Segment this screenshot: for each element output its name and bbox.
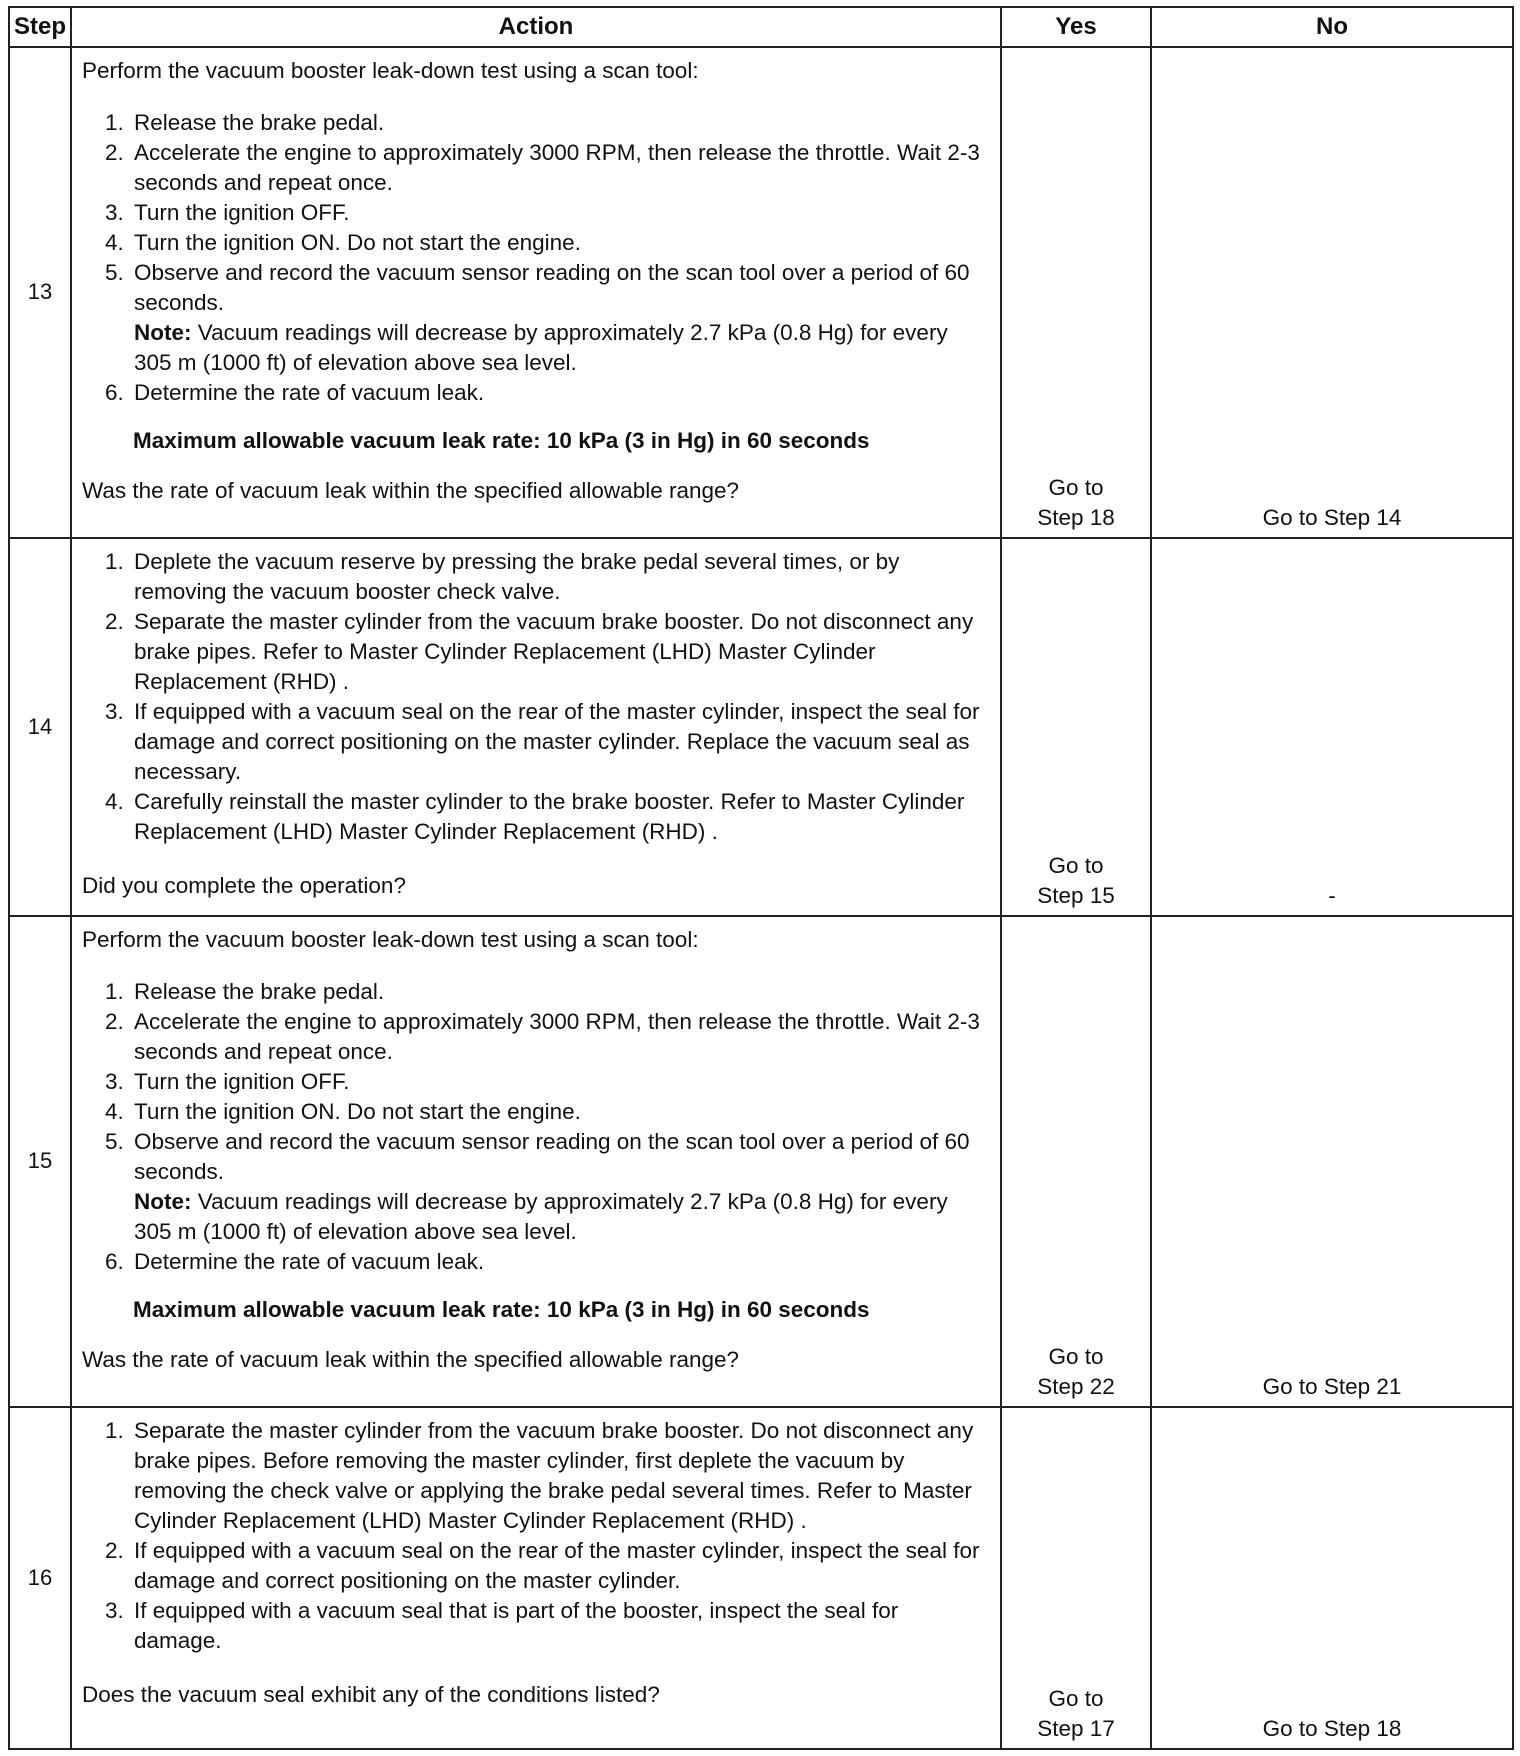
header-step: Step — [9, 7, 71, 47]
question-text: Did you complete the operation? — [82, 872, 406, 898]
list-item: 2. Separate the master cylinder from the vacuum brake booster. Do not disconnect any brake pipes. Refer to Master Cylinder Replacement (LHD) Master Cylinder Replacement (RHD) . — [130, 607, 990, 697]
step-number: 16 — [9, 1407, 71, 1749]
list-item — [130, 1127, 990, 1247]
no-cell: Go to Step 14 — [1151, 47, 1513, 538]
note — [134, 1187, 990, 1247]
list-item-text: 5. Observe and record the vacuum sensor reading on the scan tool over a period of 60 seconds. — [134, 260, 970, 315]
list-item: 4. Turn the ignition ON. Do not start the engine. — [130, 1097, 990, 1127]
action-intro: Perform the vacuum booster leak-down test using a scan tool: — [82, 927, 699, 952]
yes-cell — [1001, 538, 1151, 916]
action-steps — [82, 108, 990, 408]
list-item — [130, 258, 990, 378]
action-cell — [71, 538, 1001, 916]
list-item: 3. If equipped with a vacuum seal on the rear of the master cylinder, inspect the seal for damage and correct positioning on the master cylinder. Replace the vacuum seal as necessary. — [130, 697, 990, 787]
yes-text: Go to Step 17 — [1037, 1686, 1115, 1741]
header-yes: Yes — [1001, 7, 1151, 47]
list-item: 1. Release the brake pedal. — [130, 108, 990, 138]
list-item: 1. Separate the master cylinder from the vacuum brake booster. Do not disconnect any brake pipes. Before removing the master cylinder, first deplete the vacuum by removing the check valve or applying the brake pedal several times. Refer to Master Cylinder Replacement (LHD) Master Cylinder Replacement (RHD) . — [130, 1416, 990, 1536]
spec-text: Maximum allowable vacuum leak rate: 10 kPa (3 in Hg) in 60 seconds — [133, 1297, 870, 1322]
action-intro: Perform the vacuum booster leak-down test using a scan tool: — [82, 58, 699, 83]
action-steps — [82, 977, 990, 1277]
note — [134, 318, 990, 378]
header-row — [9, 7, 1513, 47]
question-text: Was the rate of vacuum leak within the specified allowable range? — [82, 478, 740, 503]
step-number: 15 — [9, 916, 71, 1407]
list-item: 2. Accelerate the engine to approximately 3000 RPM, then release the throttle. Wait 2-3 seconds and repeat once. — [130, 138, 990, 198]
action-cell — [71, 916, 1001, 1407]
question-text: Does the vacuum seal exhibit any of the conditions listed? — [82, 1681, 660, 1707]
yes-text: Go to Step 18 — [1037, 474, 1115, 530]
table-row — [9, 916, 1513, 1407]
note-label: Note: — [134, 1189, 192, 1214]
spec-text: Maximum allowable vacuum leak rate: 10 kPa (3 in Hg) in 60 seconds — [133, 428, 870, 453]
question-text: Was the rate of vacuum leak within the specified allowable range? — [82, 1347, 740, 1372]
list-item: 2. If equipped with a vacuum seal on the rear of the master cylinder, inspect the seal for damage and correct positioning on the master cylinder. — [130, 1536, 990, 1596]
note-text: Vacuum readings will decrease by approximately 2.7 kPa (0.8 Hg) for every 305 m (1000 ft) of elevation above sea level. — [134, 1189, 948, 1244]
diagnostic-table — [8, 6, 1514, 1750]
list-item-text: 5. Observe and record the vacuum sensor reading on the scan tool over a period of 60 seconds. — [134, 1129, 970, 1184]
action-steps — [82, 1416, 990, 1656]
list-item: 2. Accelerate the engine to approximately 3000 RPM, then release the throttle. Wait 2-3 seconds and repeat once. — [130, 1007, 990, 1067]
note-text: Vacuum readings will decrease by approximately 2.7 kPa (0.8 Hg) for every 305 m (1000 ft) of elevation above sea level. — [134, 320, 948, 375]
action-steps — [82, 547, 990, 847]
yes-text: Go to Step 15 — [1037, 853, 1115, 908]
action-cell — [71, 47, 1001, 538]
yes-cell — [1001, 47, 1151, 538]
action-cell — [71, 1407, 1001, 1749]
yes-cell — [1001, 916, 1151, 1407]
header-no: No — [1151, 7, 1513, 47]
list-item: 1. Release the brake pedal. — [130, 977, 990, 1007]
step-number: 13 — [9, 47, 71, 538]
header-action: Action — [71, 7, 1001, 47]
table-row — [9, 1407, 1513, 1749]
list-item: 6. Determine the rate of vacuum leak. — [130, 378, 990, 408]
list-item: 3. Turn the ignition OFF. — [130, 198, 990, 228]
table-row — [9, 47, 1513, 538]
yes-text: Go to Step 22 — [1037, 1343, 1115, 1399]
step-number: 14 — [9, 538, 71, 916]
list-item: 4. Turn the ignition ON. Do not start the engine. — [130, 228, 990, 258]
list-item: 6. Determine the rate of vacuum leak. — [130, 1247, 990, 1277]
list-item: 3. If equipped with a vacuum seal that is part of the booster, inspect the seal for damage. — [130, 1596, 990, 1656]
list-item: 1. Deplete the vacuum reserve by pressing the brake pedal several times, or by removing the vacuum booster check valve. — [130, 547, 990, 607]
table-row — [9, 538, 1513, 916]
list-item: 3. Turn the ignition OFF. — [130, 1067, 990, 1097]
no-cell: Go to Step 18 — [1151, 1407, 1513, 1749]
no-cell: Go to Step 21 — [1151, 916, 1513, 1407]
note-label: Note: — [134, 320, 192, 345]
list-item: 4. Carefully reinstall the master cylinder to the brake booster. Refer to Master Cylinder Replacement (LHD) Master Cylinder Replacement (RHD) . — [130, 787, 990, 847]
yes-cell — [1001, 1407, 1151, 1749]
no-cell: - — [1151, 538, 1513, 916]
